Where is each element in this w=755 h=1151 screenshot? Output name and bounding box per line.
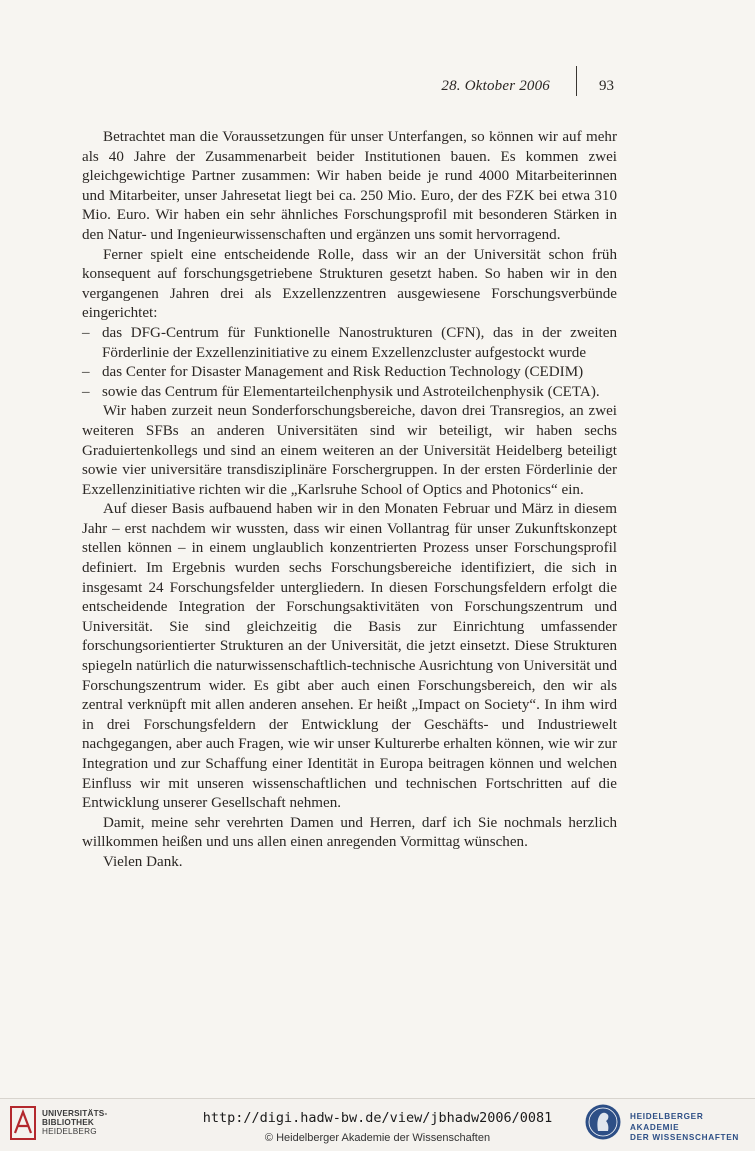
research-centers-list (82, 324, 617, 402)
list-item-text: sowie das Centrum für Elementarteilchenphysik und Astroteilchenphysik (CETA). (102, 383, 600, 400)
list-item (82, 324, 617, 363)
library-name-line: HEIDELBERG (42, 1127, 97, 1136)
page-number: 93 (599, 78, 614, 94)
header-divider (576, 66, 577, 96)
academy-seal-icon[interactable] (584, 1103, 622, 1141)
list-item (82, 363, 617, 383)
academy-name-line: DER WISSENSCHAFTEN (630, 1133, 740, 1142)
list-dash: – (82, 324, 90, 341)
list-item (82, 383, 617, 403)
list-item-text: das DFG-Centrum für Funktionelle Nanostrukturen (CFN), das in der zweiten Förderlinie der Exzellenzinitiative zu einem Exzellenzcluster aufgestockt wurde (102, 324, 617, 361)
copyright-notice: © Heidelberger Akademie der Wissenschaften (264, 1132, 491, 1144)
library-name-line: UNIVERSITÄTS- (42, 1109, 108, 1118)
body-text (82, 128, 617, 873)
library-name-line: BIBLIOTHEK (42, 1118, 95, 1127)
academy-name-line: HEIDELBERGER AKADEMIE (630, 1112, 704, 1132)
paragraph: Wir haben zurzeit neun Sonderforschungsbereiche, davon drei Transregios, an zwei weiteren SFBs an anderen Universitäten sind wir beteiligt, wir haben sechs Graduiertenkollegs und sind an einem weiteren an der Universität Heidelberg beteiligt sowie vier universitäre transdisziplinäre Forschergruppen. In der ersten Förderlinie der Exzellenzinitiative richten wir die „Karlsruhe School of Optics and Photonics“ ein. (82, 403, 617, 498)
academy-name (630, 1112, 755, 1144)
running-header-date: 28. Oktober 2006 (441, 78, 550, 94)
paragraph: Damit, meine sehr verehrten Damen und Herren, darf ich Sie nochmals herzlich willkommen heißen und uns allen einen anregenden Vormittag wünschen. (82, 814, 617, 851)
paragraph: Ferner spielt eine entscheidende Rolle, dass wir an der Universität schon früh konsequent auf forschungsgetriebene Strukturen gesetzt haben. So haben wir in den vergangenen Jahren drei als Exzellenzzentren ausgewiesene Forschungsverbünde eingerichtet: (82, 246, 617, 322)
paragraph: Auf dieser Basis aufbauend haben wir in den Monaten Februar und März in diesem Jahr – erst nachdem wir wussten, dass wir einen Vollantrag für unser Zukunftskonzept stellen können – in einem unglaublich konzentrierten Prozess unser Forschungsprofil definiert. Im Ergebnis wurden sechs Forschungsbereiche identifiziert, die sich in insgesamt 24 Forschungsfelder untergliedern. In diesen Forschungsfeldern erfolgt die entscheidende Integration der Forschungsaktivitäten von Forschungszentrum und Universität. Sie sind gleichzeitig die Basis zur Einrichtung umfassender forschungsorientierter Strukturen an der Universität, die jetzt einsetzt. Diese Strukturen spiegeln natürlich die naturwissenschaftlich-technische Ausrichtung von Universität und Forschungszentrum wider. Es gibt aber auch einen Forschungsbereich, den wir als zentral verknüpft mit allen anderen ansehen. Er heißt „Impact on Society“. In ihm wird in drei Forschungsfeldern der Entwicklung der Geschäfts- und Industriewelt nachgegangen, aber auch Fragen, wie wir unser Kulturerbe erhalten können, wie wir zur Integration und zur Schaffung einer Identität in Europa beitragen können und welchen Einfluss wir mit unseren wissenschaftlichen und technischen Fortschritten auf die Entwicklung unserer Gesellschaft nehmen. (82, 501, 617, 812)
paragraph: Betrachtet man die Voraussetzungen für unser Unterfangen, so können wir auf mehr als 40 Jahre der Zusammenarbeit beider Institutionen bauen. Es kommen zwei gleichgewichtige Partner zusammen: Wir haben beide je rund 4000 Mitarbeiterinnen und Mitarbeiter, unser Jahresetat liegt bei ca. 250 Mio. Euro, der des FZK bei etwa 310 Mio. Euro. Wir haben ein sehr ähnliches Forschungsprofil mit besonderen Stärken in den Natur- und Ingenieurwissenschaften und ergänzen uns somit hervorragend. (82, 129, 617, 243)
list-dash: – (82, 364, 90, 381)
document-url-link[interactable]: http://digi.hadw-bw.de/view/jbhadw2006/0081 (202, 1110, 553, 1126)
list-dash: – (82, 383, 90, 400)
closing-line: Vielen Dank. (103, 853, 183, 870)
list-item-text: das Center for Disaster Management and Risk Reduction Technology (CEDIM) (102, 364, 584, 381)
